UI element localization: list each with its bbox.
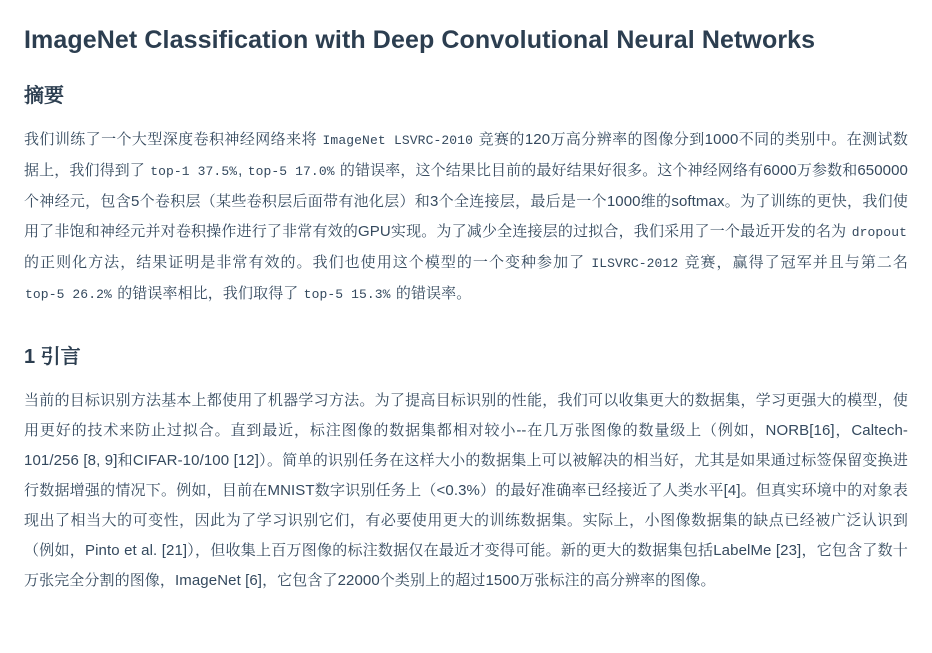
inline-code: top-5 17.0% xyxy=(247,163,335,179)
abstract-paragraph: 我们训练了一个大型深度卷积神经网络来将 ImageNet LSVRC-2010 竞赛的120万高分辨率的图像分到1000不同的类别中。在测试数据上，我们得到了 top-1 37.5%, top-5 17.0% 的错误率，这个结果比目前的最好结果好很多。这个神经网络有6000万参数和650000个神经元，包含5个卷积层（某些卷积层后面带有池化层）和3个全连接层，最后是一个1000维的softmax。为了训练的更快，我们使用了非饱和神经元并对卷积操作进行了非常有效的GPU实现。为了减少全连接层的过拟合，我们采用了一个最近开发的名为 dropout 的正则化方法，结果证明是非常有效的。我们也使用这个模型的一个变种参加了 ILSVRC-2012 竞赛，赢得了冠军并且与第二名 top-5 26.2% 的错误率相比，我们取得了 top-5 15.3% 的错误率。 xyxy=(24,130,909,302)
section-1-heading: 1 引言 xyxy=(24,345,81,368)
inline-code: top-5 26.2% xyxy=(25,286,112,302)
inline-code: ILSVRC-2012 xyxy=(591,255,679,271)
inline-code: dropout xyxy=(851,224,907,240)
inline-code: top-5 15.3% xyxy=(303,286,391,302)
page-title: ImageNet Classification with Deep Convolutional Neural Networks xyxy=(24,26,816,54)
inline-code: ImageNet LSVRC-2010 xyxy=(322,132,473,148)
abstract-heading: 摘要 xyxy=(24,84,64,107)
inline-code: top-1 37.5% xyxy=(150,163,238,179)
section-1-paragraph: 当前的目标识别方法基本上都使用了机器学习方法。为了提高目标识别的性能，我们可以收集更大的数据集，学习更强大的模型，使用更好的技术来防止过拟合。直到最近，标注图像的数据集都相对较小--在几万张图像的数量级上（例如，NORB[16]，Caltech-101/256 [8, 9]和CIFAR-10/100 [12]）。简单的识别任务在这样大小的数据集上可以被解决的相当好，尤其是如果通过标签保留变换进行数据增强的情况下。例如，目前在MNIST数字识别任务上（<0.3%）的最好准确率已经接近了人类水平[4]。但真实环境中的对象表现出了相当大的可变性，因此为了学习识别它们，有必要使用更大的训练数据集。实际上，小图像数据集的缺点已经被广泛认识到（例如，Pinto et al. [21]），但收集上百万图像的标注数据仅在最近才变得可能。新的更大的数据集包括LabelMe [23]，它包含了数十万张完全分割的图像，ImageNet [6]，它包含了22000个类别上的超过1500万张标注的高分辨率的图像。 xyxy=(24,391,908,589)
